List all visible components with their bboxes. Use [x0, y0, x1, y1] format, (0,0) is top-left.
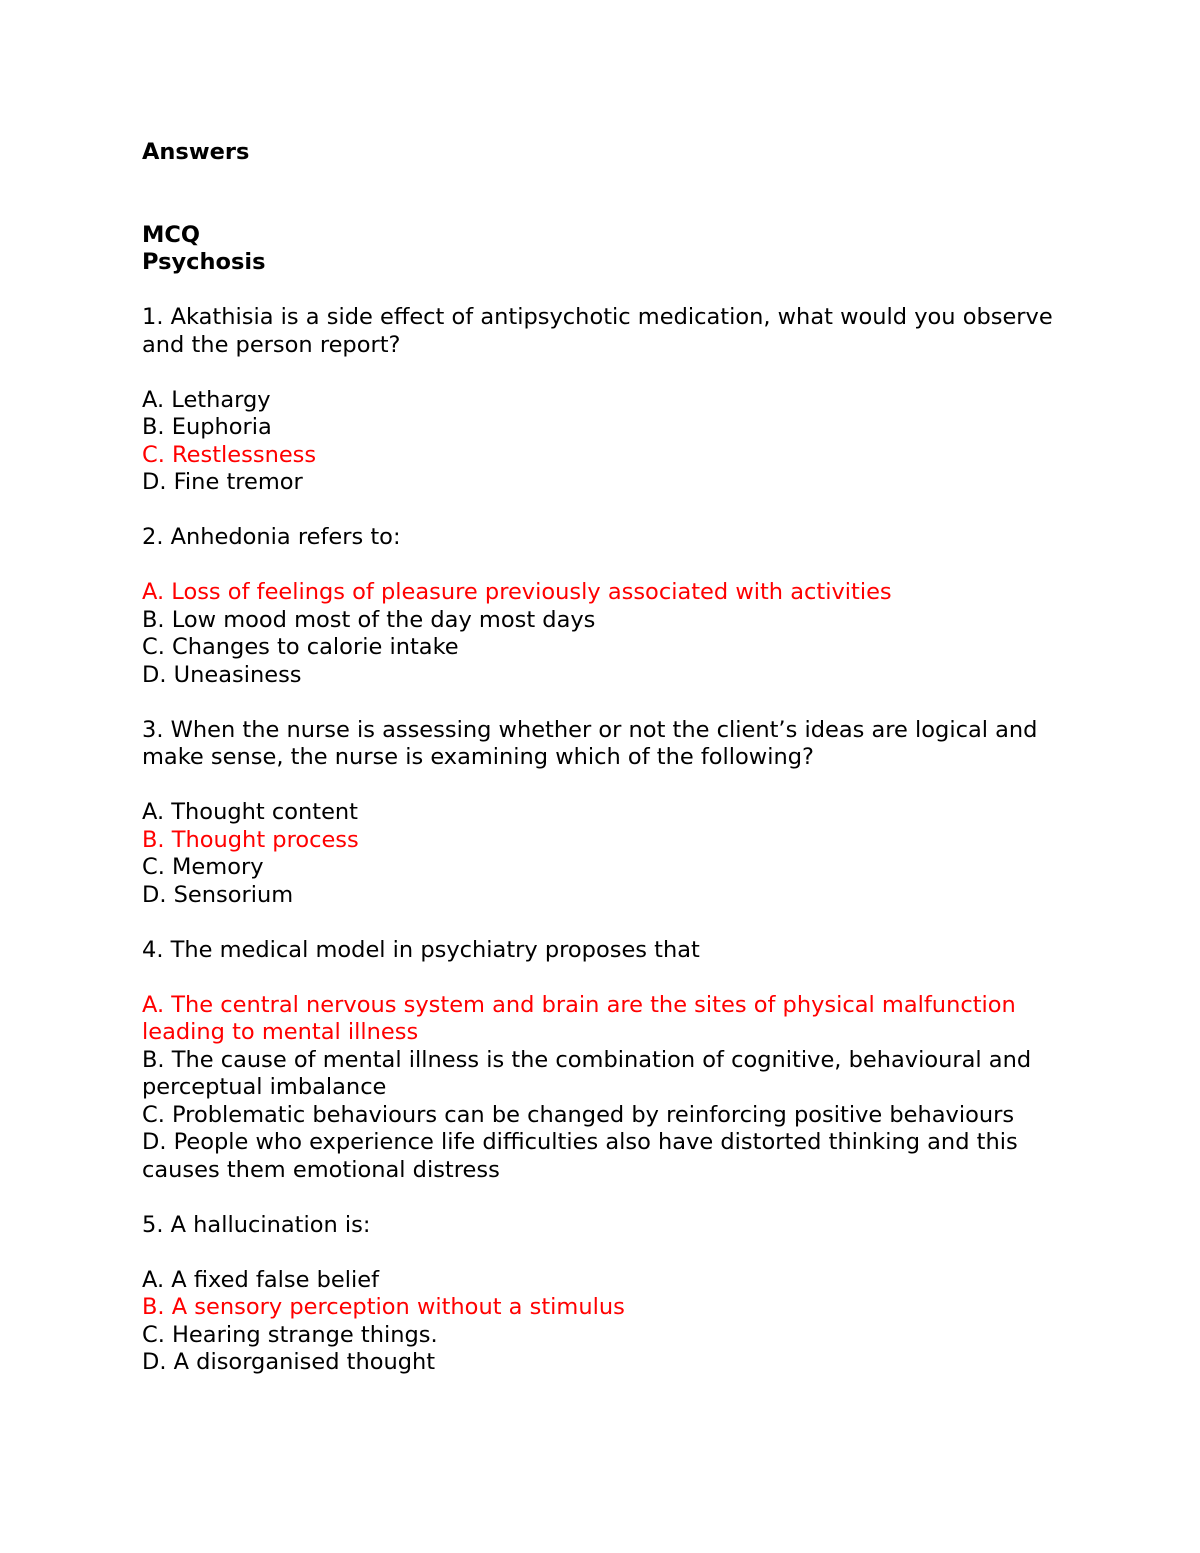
answer-option: A. A fixed false belief	[142, 1266, 379, 1293]
answer-option: C. Hearing strange things.	[142, 1321, 438, 1348]
question-block-4	[142, 937, 1102, 1185]
topic-heading: Psychosis	[142, 249, 266, 275]
answer-options	[142, 579, 1102, 689]
answer-option: D. Fine tremor	[142, 469, 303, 495]
question-text: 2. Anhedonia refers to:	[142, 524, 401, 550]
correct-answer-option: A. Loss of feelings of pleasure previously associated with activities	[142, 579, 892, 605]
document-title: Answers	[142, 139, 250, 165]
question-text: 3. When the nurse is assessing whether or not the client’s ideas are logical and make sense, the nurse is examining which of the following?	[142, 716, 1038, 770]
answer-option: C. Changes to calorie intake	[142, 634, 459, 660]
question-block-5	[142, 1212, 1102, 1377]
answer-options	[142, 799, 1102, 909]
answer-option: D. A disorganised thought	[142, 1349, 436, 1375]
answer-option: C. Memory	[142, 854, 264, 880]
answer-option: A. Thought content	[142, 799, 358, 825]
question-text: 5. A hallucination is:	[142, 1211, 371, 1238]
correct-answer-option: B. A sensory perception without a stimulus	[142, 1294, 625, 1320]
question-block-2	[142, 524, 1102, 689]
answer-option: D. Uneasiness	[142, 661, 302, 688]
correct-answer-option: C. Restlessness	[142, 441, 317, 468]
question-block-3	[142, 717, 1102, 910]
answer-option: C. Problematic behaviours can be changed by reinforcing positive behaviours	[142, 1101, 1015, 1128]
question-text: 1. Akathisia is a side effect of antipsychotic medication, what would you observe and the person report?	[142, 304, 1053, 358]
answer-option: D. Sensorium	[142, 881, 294, 908]
question-text: 4. The medical model in psychiatry proposes that	[142, 936, 700, 963]
correct-answer-option: A. The central nervous system and brain are the sites of physical malfunction leading to mental illness	[142, 991, 1016, 1045]
answer-option: B. Low mood most of the day most days	[142, 606, 596, 633]
answer-option: A. Lethargy	[142, 386, 271, 413]
answer-options	[142, 1267, 1102, 1377]
section-heading: MCQ	[142, 221, 201, 248]
answer-options	[142, 992, 1102, 1185]
question-block-1	[142, 304, 1102, 497]
correct-answer-option: B. Thought process	[142, 826, 359, 853]
document-page	[142, 139, 1102, 1377]
answer-options	[142, 387, 1102, 497]
answer-option: B. Euphoria	[142, 414, 272, 440]
answer-option: B. The cause of mental illness is the combination of cognitive, behavioural and perceptual imbalance	[142, 1046, 1032, 1100]
answer-option: D. People who experience life difficulties also have distorted thinking and this causes them emotional distress	[142, 1129, 1018, 1183]
